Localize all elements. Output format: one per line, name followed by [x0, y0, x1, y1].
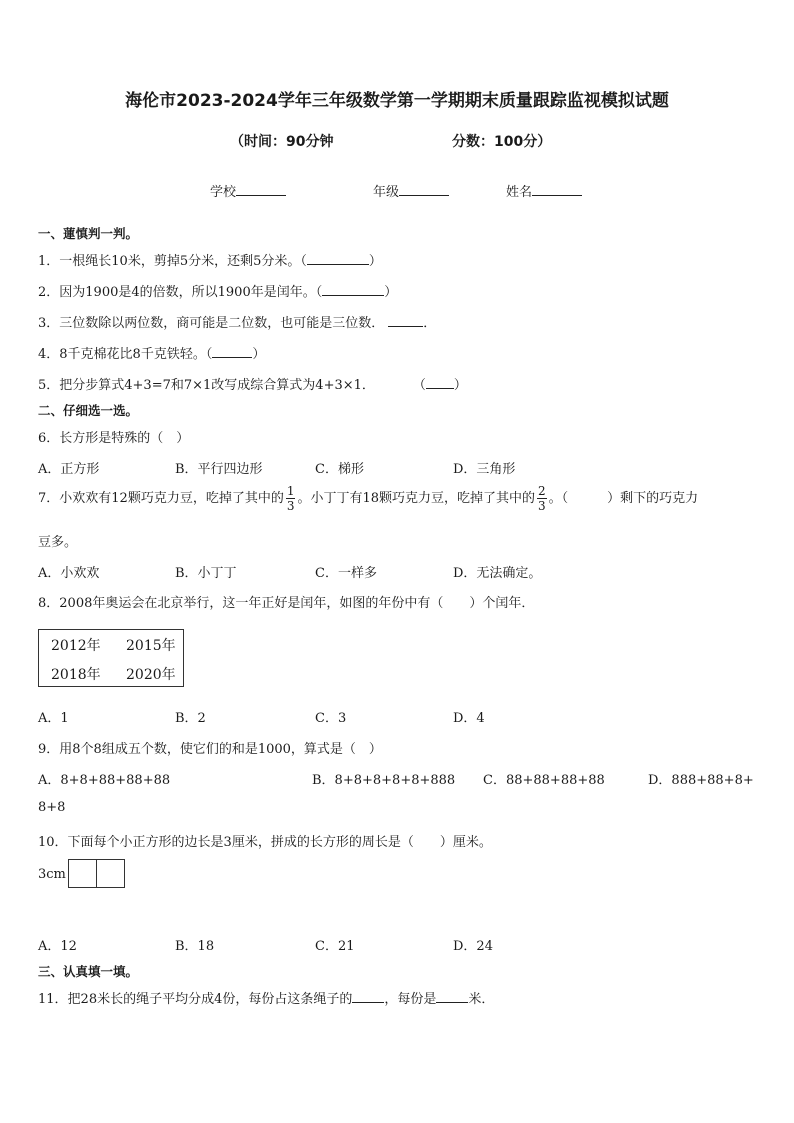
question-8: 8．2008年奥运会在北京举行，这一年正好是闰年，如图的年份中有（ ）个闰年． [38, 596, 535, 611]
q8-option-d: D．4 [453, 711, 485, 726]
q6-option-b: B．平行四边形 [175, 462, 263, 477]
page-title: 海伦市2023-2024学年三年级数学第一学期期末质量跟踪监视模拟试题 [125, 91, 669, 111]
exam-time: （时间：90分钟 [230, 134, 334, 150]
small-square [68, 859, 97, 888]
year-cell: 2015年 [126, 638, 176, 654]
small-square [96, 859, 125, 888]
q7-option-b: B．小丁丁 [175, 566, 237, 581]
q9-option-d-continued: 8+8 [38, 800, 66, 815]
q10-option-d: D．24 [453, 939, 493, 954]
q6-option-d: D．三角形 [453, 462, 516, 477]
fraction-one-third: $\frac{1}{3}$ [286, 484, 295, 513]
q9-option-b: B．8+8+8+8+8+888 [312, 773, 456, 788]
question-3: 3．三位数除以两位数，商可能是二位数，也可能是三位数． ． [38, 316, 437, 331]
year-table [38, 629, 184, 687]
q7-option-c: C．一样多 [315, 566, 377, 581]
name-field: 姓名 [506, 181, 582, 200]
q8-option-a: A．1 [38, 711, 69, 726]
side-length-label: 3cm [38, 867, 66, 882]
q10-option-b: B．18 [175, 939, 215, 954]
exam-score: 分数：100分） [452, 134, 552, 150]
question-7: 7．小欢欢有12颗巧克力豆，吃掉了其中的 $\frac{1}{3}$ 。小丁丁有18颗巧克力豆，吃掉了其中的 $\frac{2}{3}$ 。（ ）剩下的巧克力 [38, 484, 699, 513]
fraction-two-thirds: $\frac{2}{3}$ [538, 484, 546, 513]
q10-option-a: A．12 [38, 939, 77, 954]
question-7-continued: 豆多。 [38, 535, 78, 550]
section-1-title: 一、蓮慎判一判。 [38, 226, 139, 241]
q6-option-a: A．正方形 [38, 462, 100, 477]
q10-option-c: C．21 [315, 939, 355, 954]
year-cell: 2018年 [51, 667, 101, 683]
question-10: 10．下面每个小正方形的边长是3厘米，拼成的长方形的周长是（ ）厘米。 [38, 835, 492, 850]
question-4: 4．8千克棉花比8千克铁轻。（ ） [38, 347, 266, 362]
q8-option-c: C．3 [315, 711, 347, 726]
school-field: 学校 [210, 181, 286, 200]
question-9: 9．用8个8组成五个数，使它们的和是1000，算式是（ ） [38, 742, 382, 757]
question-1: 1．一根绳长10米，剪掉5分米，还剩5分米。（ ） [38, 254, 382, 269]
q9-option-c: C．88+88+88+88 [483, 773, 605, 788]
year-cell: 2020年 [126, 667, 176, 683]
question-2: 2．因为1900是4的倍数，所以1900年是闰年。（ ） [38, 285, 398, 300]
year-cell: 2012年 [51, 638, 101, 654]
q9-option-d: D．888+88+8+ [648, 773, 754, 788]
q7-option-a: A．小欢欢 [38, 566, 100, 581]
question-5: 5．把分步算式4+3=7和7×1改写成综合算式为4+3×1． （ ） [38, 378, 467, 393]
question-6: 6．长方形是特殊的（ ） [38, 431, 190, 446]
section-3-title: 三、认真填一填。 [38, 964, 139, 979]
q9-option-a: A．8+8+88+88+88 [38, 773, 171, 788]
q7-option-d: D．无法确定。 [453, 566, 542, 581]
section-2-title: 二、仔细选一选。 [38, 403, 139, 418]
q8-option-b: B．2 [175, 711, 206, 726]
q6-option-c: C．梯形 [315, 462, 364, 477]
question-11: 11．把28米长的绳子平均分成4份，每份占这条绳子的 ，每份是 米． [38, 992, 495, 1007]
grade-field: 年级 [373, 181, 449, 200]
